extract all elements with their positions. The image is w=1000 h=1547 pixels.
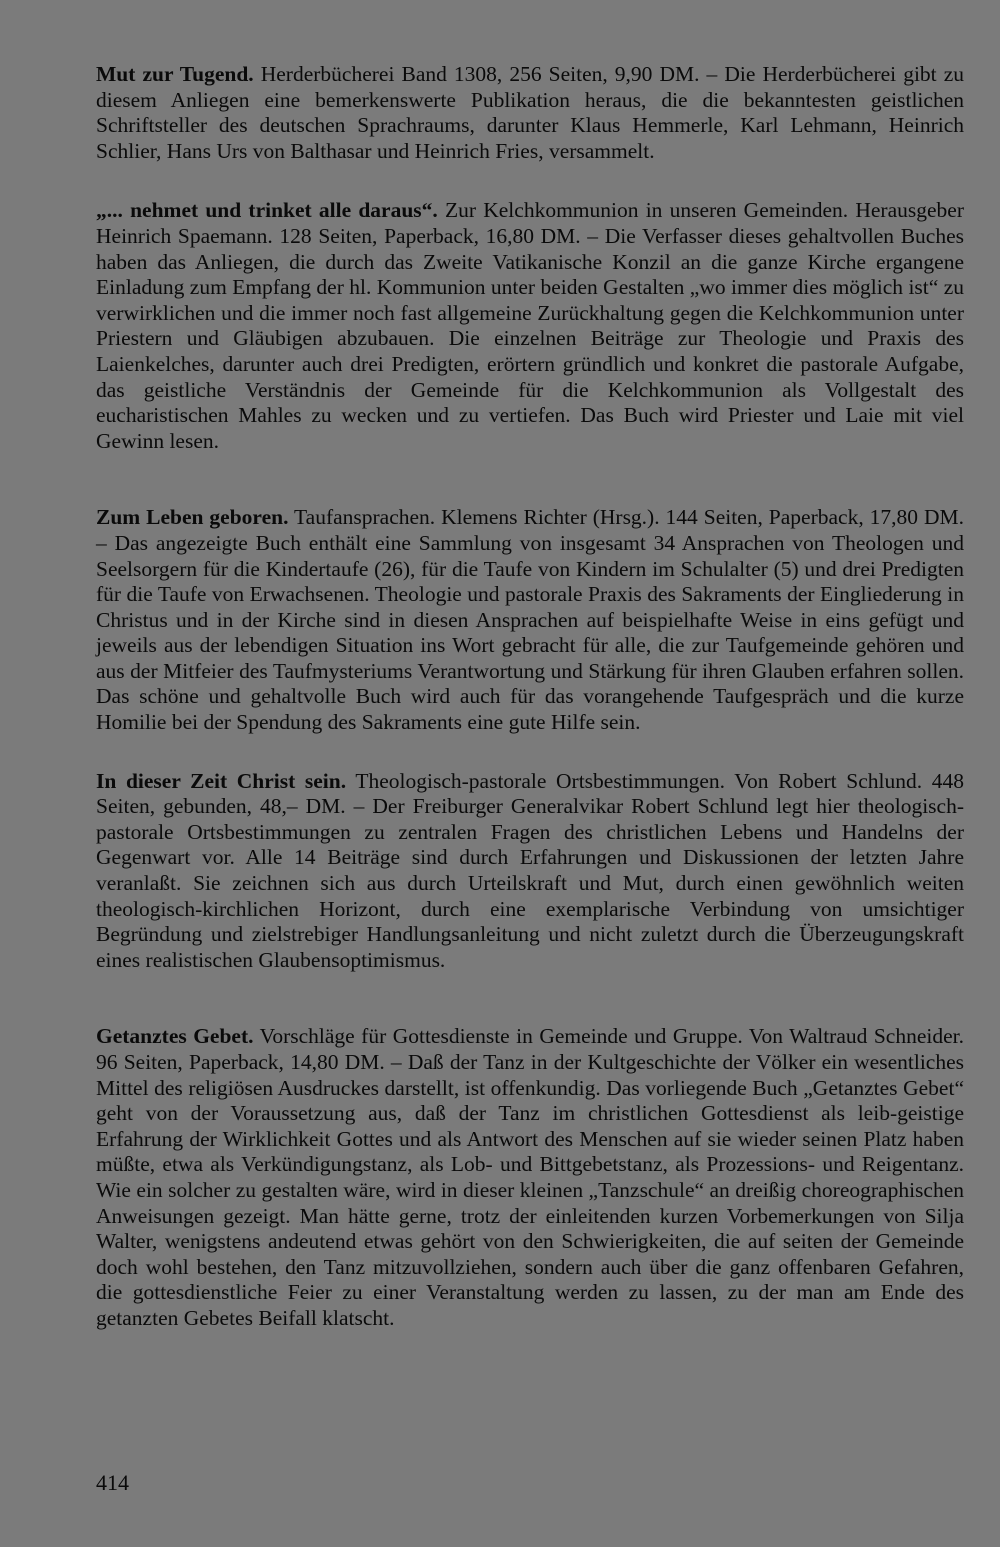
book-review-text: Zur Kelchkommunion in unseren Gemeinden. Herausgeber Heinrich Spaemann. 128 Seiten, Paperback, 16,80 DM. – Die Verfasser dieses gehaltvollen Buches haben das Anliegen, die durch das Zweite Vatikanische Konzil an die ganze Kirche ergangene Einladung zum Empfang der hl. Kommunion unter beiden Gestalten „wo immer dies möglich ist“ zu verwirklichen und die immer noch fast allgemeine Zurückhaltung gegen die Kelchkommunion unter Priestern und Gläubigen abzubauen. Die einzelnen Beiträge zur Theologie und Praxis des Laienkelches, darunter auch drei Predigten, erörtern gründlich und konkret die pastorale Aufgabe, das geistliche Verständnis der Gemeinde für die Kelchkommunion als Vollgestalt des eucharistischen Mahles zu wecken und zu vertiefen. Das Buch wird Priester und Laie mit viel Gewinn lesen. bbox=[96, 198, 964, 453]
book-title: „... nehmet und trinket alle daraus“. bbox=[96, 198, 438, 223]
book-review-entry bbox=[96, 198, 964, 454]
book-title: Mut zur Tugend. bbox=[96, 62, 254, 86]
page-number: 414 bbox=[96, 1470, 129, 1495]
book-review-text: Taufansprachen. Klemens Richter (Hrsg.). 144 Seiten, Paperback, 17,80 DM. – Das angezeigte Buch enthält eine Sammlung von insgesamt 34 Ansprachen von Theologen und Seelsorgern für die Kindertaufe (26), für die Taufe von Kindern im Schulalter (5) und drei Predigten für die Taufe von Erwachsenen. Theologie und pastorale Praxis des Sakraments der Eingliederung in Christus und in der Kirche sind in diesen Ansprachen auf beispielhafte Weise in eins gefügt und jeweils aus der lebendigen Situation ins Wort gebracht für alle, die zur Taufgemeinde gehören und aus der Mitfeier des Taufmysteriums Verantwortung und Stärkung für ihren Glauben erfahren sollen. Das schöne und gehaltvolle Buch wird auch für das vorangehende Taufgespräch und die kurze Homilie bei der Spendung des Sakraments eine gute Hilfe sein. bbox=[96, 505, 964, 735]
book-title: Getanztes Gebet. bbox=[96, 1024, 254, 1049]
book-review-text: Vorschläge für Gottesdienste in Gemeinde und Gruppe. Von Waltraud Schneider. 96 Seiten, Paperback, 14,80 DM. – Daß der Tanz in der Kultgeschichte der Völker ein wesentliches Mittel des religiösen Ausdruckes darstellt, ist offenkundig. Das vorliegende Buch „Getanztes Gebet“ geht von der Voraussetzung aus, daß der Tanz im christlichen Gottesdienst als leib-geistige Erfahrung der Wirklichkeit Gottes und als Antwort des Menschen auf sie wieder seinen Platz haben müßte, etwa als Verkündigungstanz, als Lob- und Bittgebetstanz, als Prozessions- und Reigentanz. Wie ein solcher zu gestalten wäre, wird in dieser kleinen „Tanzschule“ an dreißig choreographischen Anweisungen gezeigt. Man hätte gerne, trotz der einleitenden kurzen Vorbemerkungen von Silja Walter, wenigstens andeutend etwas gehört von den Schwierigkeiten, die auf seiten der Gemeinde doch wohl bestehen, den Tanz mitzuvollziehen, sondern auch über die ganz offenbaren Gefahren, die gottesdienstliche Feier zu einer Veranstaltung werden zu lassen, zu der man am Ende des getanzten Gebetes Beifall klatscht. bbox=[96, 1024, 964, 1330]
book-review-text: Herderbücherei Band 1308, 256 Seiten, 9,90 DM. – Die Herderbücherei gibt zu diesem Anliegen eine bemerkenswerte Publikation heraus, die die bekanntesten geistlichen Schriftsteller des deutschen Sprachraums, darunter Klaus Hemmerle, Karl Lehmann, Heinrich Schlier, Hans Urs von Balthasar und Heinrich Fries, versammelt. bbox=[96, 62, 964, 163]
book-review-entry bbox=[96, 769, 964, 974]
book-title: In dieser Zeit Christ sein. bbox=[96, 768, 347, 793]
book-review-entry bbox=[96, 1024, 964, 1331]
book-review-text: Theologisch-pastorale Ortsbestimmungen. Von Robert Schlund. 448 Seiten, gebunden, 48,– DM. – Der Freiburger Generalvikar Robert Schlund legt hier theologisch-pastorale Ortsbestimmungen zu zentralen Fragen des christlichen Lebens und Handelns der Gegenwart vor. Alle 14 Beiträge sind durch Erfahrungen und Diskussionen der letzten Jahre veranlaßt. Sie zeichnen sich aus durch Urteilskraft und Mut, durch einen gewöhnlich weiten theologisch-kirchlichen Horizont, durch eine exemplarische Verbindung von umsichtiger Begründung und zielstrebiger Handlungsanleitung und nicht zuletzt durch die Überzeugungskraft eines realistischen Glaubensoptimismus. bbox=[96, 768, 964, 972]
book-review-entry bbox=[96, 62, 964, 164]
review-page bbox=[96, 62, 964, 1332]
book-title: Zum Leben geboren. bbox=[96, 505, 289, 530]
book-review-entry bbox=[96, 505, 964, 735]
